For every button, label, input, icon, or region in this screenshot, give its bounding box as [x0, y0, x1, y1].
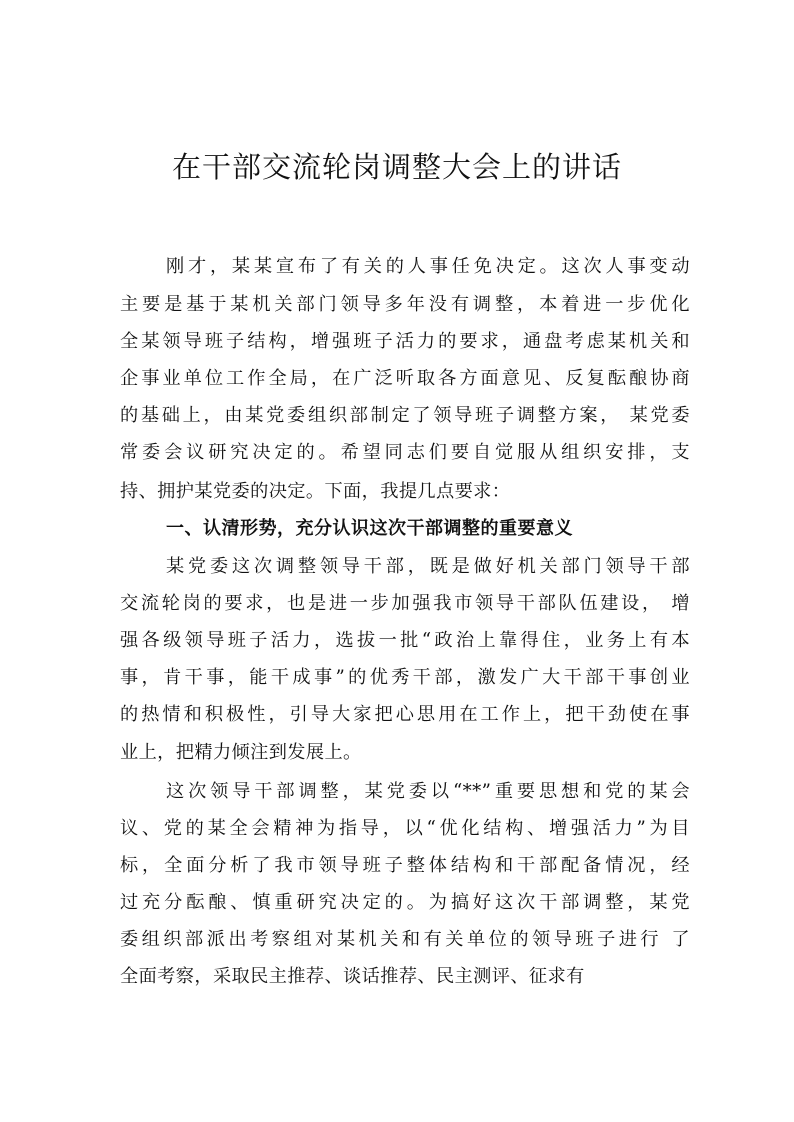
paragraph-2-line: 交流轮岗的要求，也是进一步加强我市领导干部队伍建设， 增: [120, 593, 690, 614]
paragraph-1-line: 刚才，某某宣布了有关的人事任免决定。这次人事变动: [166, 256, 690, 277]
paragraph-1-line: 的基础上，由某党委组织部制定了领导班子调整方案， 某党委: [120, 405, 690, 426]
paragraph-3-line: 议、党的某全会精神为指导，以“优化结构、增强活力”为目: [120, 818, 690, 839]
section-heading: 一、认清形势，充分认识这次干部调整的重要意义: [166, 518, 573, 539]
paragraph-2-line: 强各级领导班子活力，选拔一批“政治上靠得住，业务上有本: [120, 630, 690, 651]
paragraph-1-line: 企事业单位工作全局，在广泛听取各方面意见、反复酝酿协商: [120, 368, 690, 389]
paragraph-3-line: 全面考察，采取民主推荐、谈话推荐、民主测评、征求有: [120, 966, 585, 987]
document-title: 在干部交流轮岗调整大会上的讲话: [171, 150, 622, 184]
paragraph-2-line: 业上，把精力倾注到发展上。: [120, 742, 362, 763]
paragraph-3-line: 这次领导干部调整，某党委以“**”重要思想和党的某会: [166, 781, 690, 802]
paragraph-1-line: 常委会议研究决定的。希望同志们要自觉服从组织安排，支: [120, 442, 690, 463]
paragraph-2-line: 事，肯干事，能干成事”的优秀干部，激发广大干部干事创业: [120, 667, 690, 688]
paragraph-3-line: 委组织部派出考察组对某机关和有关单位的领导班子进行 了: [120, 929, 690, 950]
paragraph-1-line: 持、拥护某党委的决定。下面，我提几点要求：: [120, 481, 511, 502]
paragraph-1-line: 主要是基于某机关部门领导多年没有调整，本着进一步优化: [120, 294, 690, 315]
paragraph-2-line: 的热情和积极性，引导大家把心思用在工作上，把干劲使在事: [120, 704, 690, 725]
paragraph-3-line: 标，全面分析了我市领导班子整体结构和干部配备情况，经: [120, 855, 690, 876]
paragraph-3-line: 过充分酝酿、慎重研究决定的。为搞好这次干部调整，某党: [120, 892, 690, 913]
paragraph-1-line: 全某领导班子结构，增强班子活力的要求，通盘考虑某机关和: [120, 331, 690, 352]
paragraph-2-line: 某党委这次调整领导干部，既是做好机关部门领导干部: [166, 556, 690, 577]
